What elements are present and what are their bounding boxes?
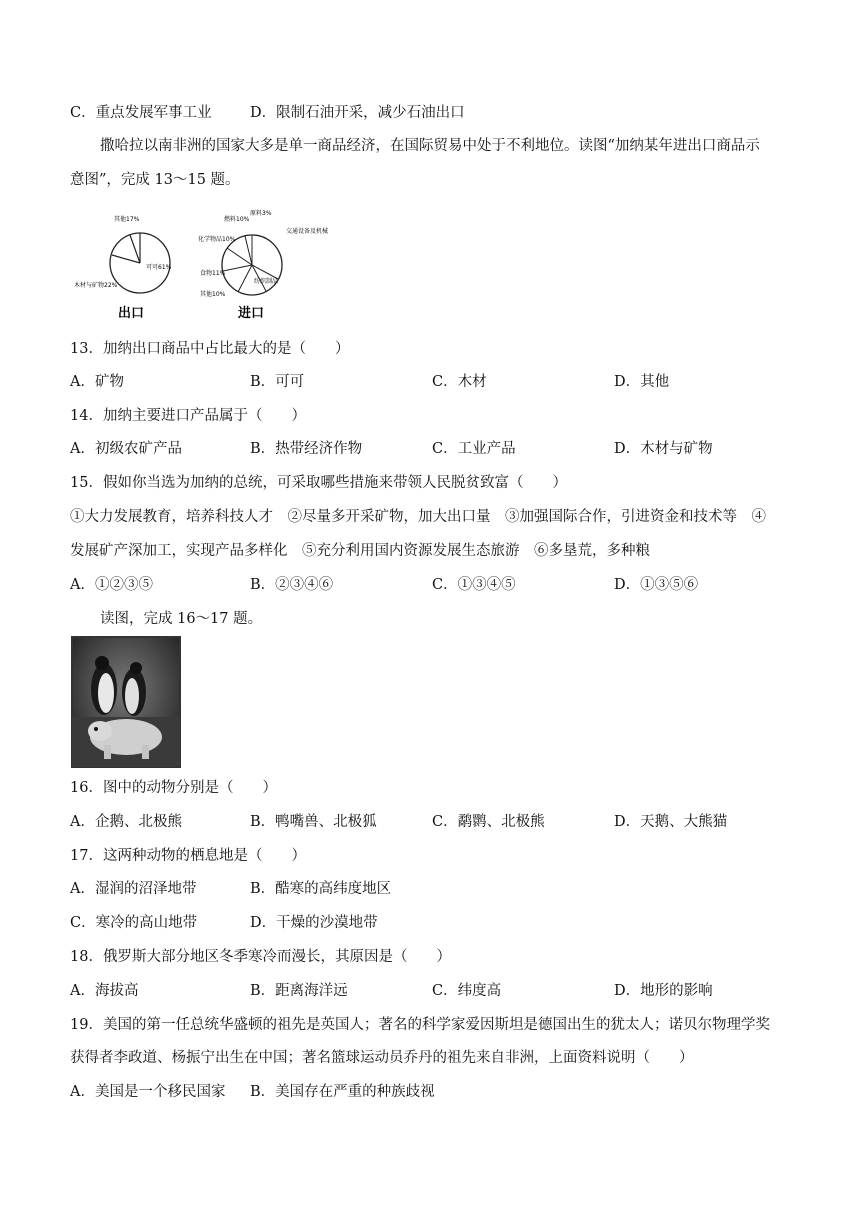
option-b-q16: B．鸭嘴兽、北极狐 — [250, 814, 377, 830]
option-c-q18: C．纬度高 — [432, 983, 502, 999]
import-caption: 进口 — [238, 306, 265, 321]
import-slice-label: 交通设备及机械 — [286, 228, 329, 235]
option-d-q12: D．限制石油开采，减少石油出口 — [250, 105, 465, 121]
export-slice-label: 木材与矿物22% — [74, 282, 118, 289]
penguin-polar-bear-photo — [72, 637, 180, 767]
import-slice-label: 化学物品10% — [198, 236, 236, 243]
option-d-q13: D．其他 — [614, 374, 670, 390]
option-b-q19: B．美国存在严重的种族歧视 — [250, 1084, 435, 1100]
intro-13-15-line1: 撒哈拉以南非洲的国家大多是单一商品经济，在国际贸易中处于不利地位。读图“加纳某年进出口商品示 — [100, 138, 760, 154]
question-18: 18．俄罗斯大部分地区冬季寒冷而漫长，其原因是（ ） — [70, 949, 451, 965]
option-c-q13: C．木材 — [432, 374, 487, 390]
option-b-q14: B．热带经济作物 — [250, 441, 363, 457]
option-d-q16: D．天鹅、大熊猫 — [614, 814, 728, 830]
intro-13-15-line2: 意图”，完成 13～15 题。 — [70, 172, 240, 188]
option-a-q18: A．海拔高 — [70, 983, 139, 999]
option-b-q17: B．酷寒的高纬度地区 — [250, 881, 392, 897]
import-slice-label: 其他10% — [200, 291, 226, 298]
question-14: 14．加纳主要进口产品属于（ ） — [70, 408, 306, 424]
import-slice-label: 食物11% — [200, 270, 226, 277]
question-16: 16．图中的动物分别是（ ） — [70, 780, 277, 796]
option-c-q17: C．寒冷的高山地带 — [70, 915, 198, 931]
ghana-trade-pie-figure — [72, 203, 329, 325]
import-slice-label: 燃料10% — [224, 216, 250, 223]
option-c-q16: C．鹬鹮、北极熊 — [432, 814, 545, 830]
option-b-q13: B．可可 — [250, 374, 305, 390]
question-17: 17．这两种动物的栖息地是（ ） — [70, 848, 306, 864]
option-b-q15: B．②③④⑥ — [250, 577, 334, 593]
question-15-statements-line2: 发展矿产深加工，实现产品多样化 ⑤充分利用国内资源发展生态旅游 ⑥多垦荒，多种粮 — [70, 543, 650, 559]
option-c-q15: C．①③④⑤ — [432, 577, 516, 593]
question-15-statements-line1: ①大力发展教育，培养科技人才 ②尽量多开采矿物，加大出口量 ③加强国际合作，引进资金和技术等 ④ — [70, 509, 766, 525]
option-a-q17: A．湿润的沼泽地带 — [70, 881, 197, 897]
option-a-q19: A．美国是一个移民国家 — [70, 1084, 226, 1100]
option-a-q14: A．初级农矿产品 — [70, 441, 182, 457]
export-caption: 出口 — [118, 306, 145, 321]
export-slice-label: 可可61% — [146, 264, 172, 271]
question-19-line1: 19．美国的第一任总统华盛顿的祖先是英国人；著名的科学家爱因斯坦是德国出生的犹太人；诺贝尔物理学奖 — [70, 1017, 770, 1033]
option-d-q14: D．木材与矿物 — [614, 441, 713, 457]
question-15: 15．假如你当选为加纳的总统，可采取哪些措施来带领人民脱贫致富（ ） — [70, 475, 567, 491]
question-19-line2: 获得者李政道、杨振宁出生在中国；著名篮球运动员乔丹的祖先来自非洲，上面资料说明（ ） — [70, 1050, 694, 1066]
option-b-q18: B．距离海洋远 — [250, 983, 348, 999]
option-d-q18: D．地形的影响 — [614, 983, 713, 999]
question-13: 13．加纳出口商品中占比最大的是（ ） — [70, 341, 350, 357]
option-a-q13: A．矿物 — [70, 374, 124, 390]
option-d-q15: D．①③⑤⑥ — [614, 577, 699, 593]
option-c-q12: C．重点发展军事工业 — [70, 105, 212, 121]
option-d-q17: D．干燥的沙漠地带 — [250, 915, 378, 931]
option-a-q15: A．①②③⑤ — [70, 577, 153, 593]
option-a-q16: A．企鹅、北极熊 — [70, 814, 182, 830]
option-c-q14: C．工业产品 — [432, 441, 516, 457]
import-slice-label: 纺织制品 — [254, 278, 279, 285]
intro-16-17: 读图，完成 16～17 题。 — [100, 611, 263, 627]
import-slice-label: 原料3% — [250, 210, 272, 217]
export-slice-label: 其他17% — [114, 216, 140, 223]
